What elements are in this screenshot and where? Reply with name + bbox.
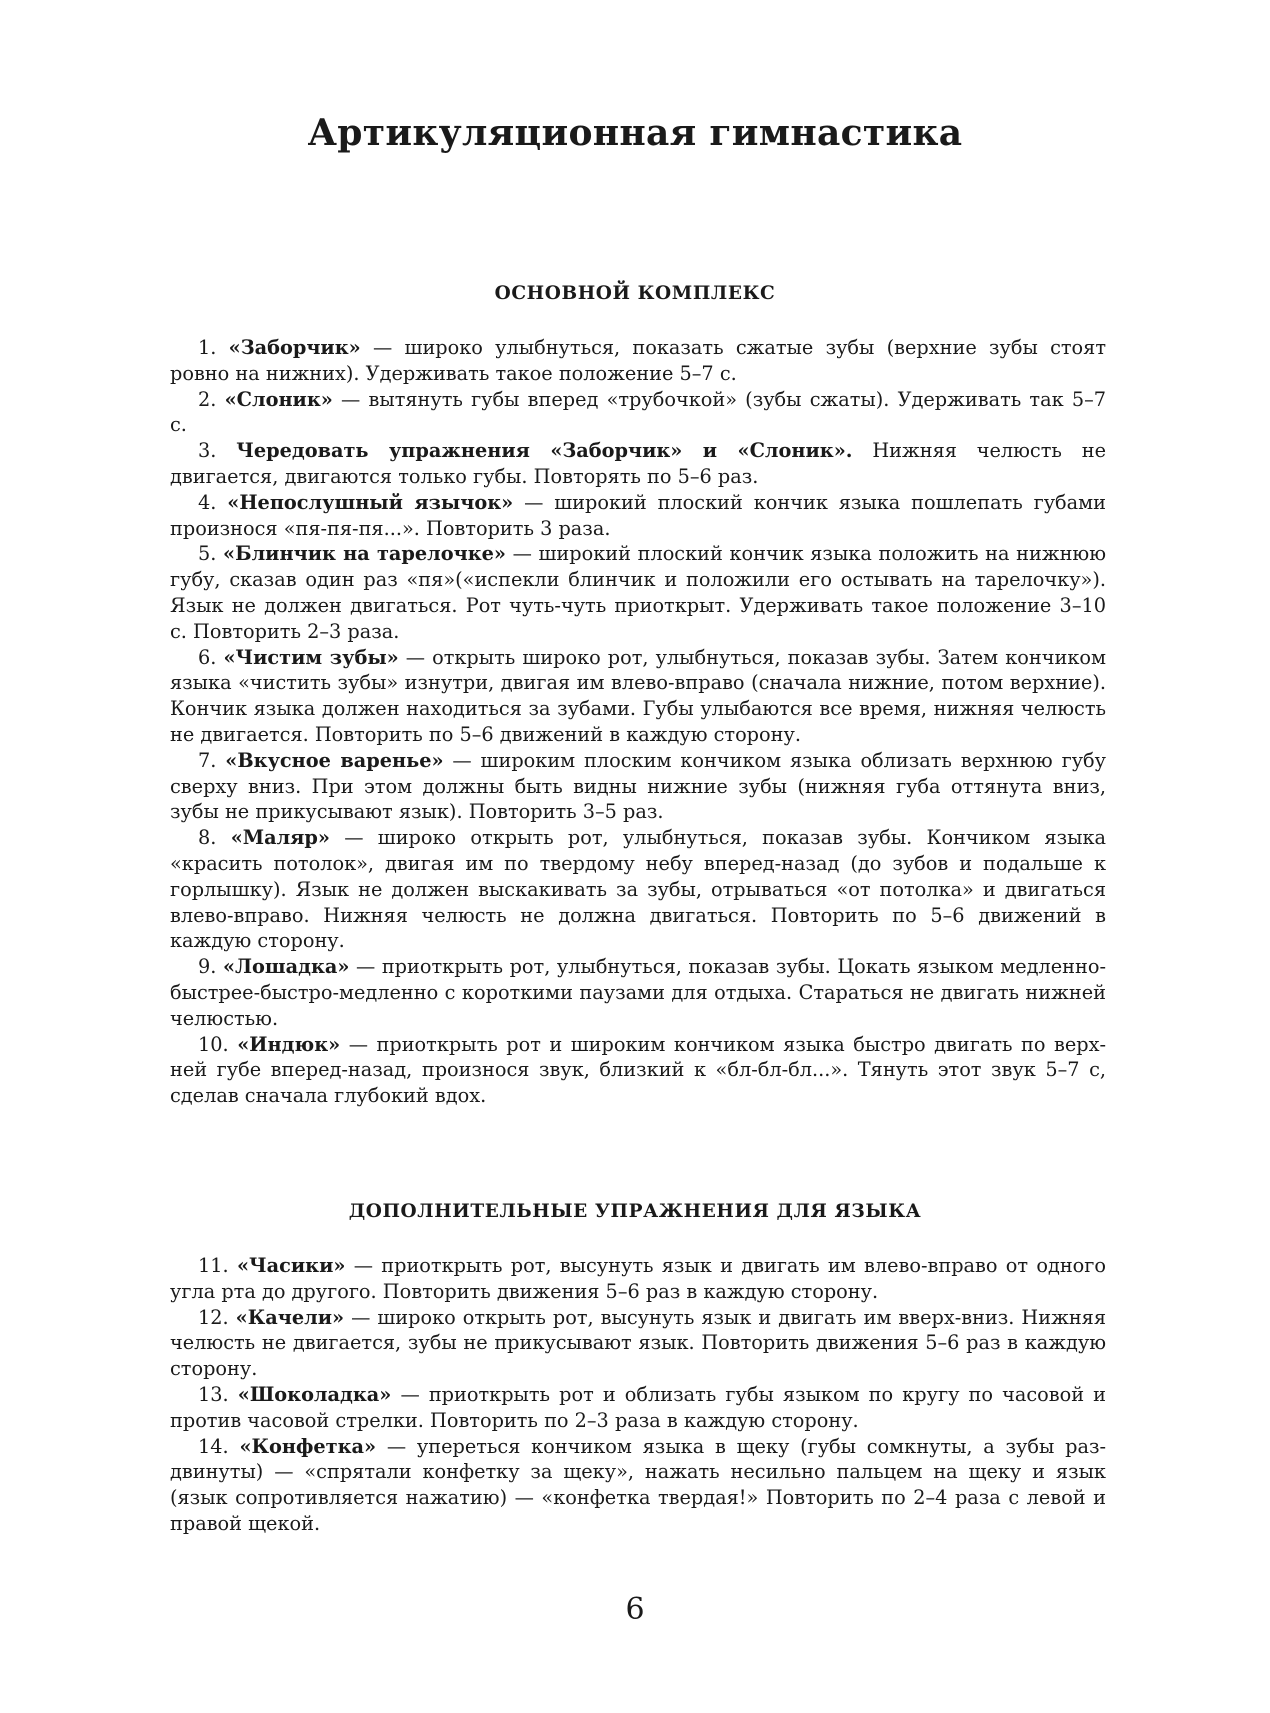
exercise-name: «Вкусное варенье» [225,748,444,772]
exercise-item [170,954,1106,1031]
exercise-item [170,1305,1106,1382]
exercise-number: 9. [198,955,217,979]
exercise-number: 10. [198,1032,229,1056]
exercise-name: «Непослушный язычок» [227,490,514,514]
exercise-item [170,645,1106,748]
exercise-number: 5. [198,542,217,566]
exercise-description: — приоткрыть рот и широким кончиком языка быстро двигать по верхней губе вперед-назад, произнося звук, близкий к «бл-бл-бл...». Тянуть этот звук 5–7 с, сделав сначала глубокий вдох. [170,1032,1106,1108]
exercise-number: 11. [198,1254,229,1277]
exercise-description: — широкий плоский кончик языка положить на нижнюю губу, сказав один раз «пя»(«испекли блинчик и положили его остывать на тарелочку»). Язык не должен двигаться. Рот чуть-чуть приоткрыт. Удерживать такое положение 3–10 с. Повторить 2–3 раза. [170,542,1107,643]
exercise-name: «Качели» [235,1305,345,1329]
exercise-item [170,1253,1106,1305]
exercise-number: 7. [198,748,217,772]
exercise-description: — широко открыть рот, высунуть язык и двигать им вверх-вниз. Нижняя челюсть не двигается, зубы не прикусывают язык. Повторить движения 5–6 раз в каждую сторону. [170,1305,1107,1381]
exercise-number: 2. [198,387,217,411]
exercise-description: — приоткрыть рот, улыбнуться, показав зубы. Цокать языком медленно-быстрее-быстро-медленно с короткими паузами для отдыха. Стараться не двигать нижней челюстью. [170,955,1106,1030]
exercise-description: — широко открыть рот, улыбнуться, показав зубы. Кончиком языка «красить потолок», двигая им по твердому небу вперед-назад (до зубов и подальше к горлышку). Язык не должен выскакивать за зубы, отрываться «от потолка» и двигаться влево-вправо. Нижняя челюсть не должна двигаться. Повторить по 5–6 движений в каждую сторону. [170,826,1106,953]
page-number: 6 [625,1592,645,1627]
exercise-number: 8. [198,826,217,850]
exercise-number: 6. [198,645,217,669]
exercise-description: — широкий плоский кончик языка пошлепать губами произнося «пя-пя-пя...». Повторить 3 раза. [170,490,1106,540]
exercise-item [170,438,1106,490]
page-title: Артикуляционная гимнастика [307,112,963,154]
exercise-item [170,490,1106,542]
exercise-description: — вытянуть губы вперед «трубочкой» (зубы сжаты). Удерживать так 5–7 с. [170,387,1106,437]
exercise-description: — широко улыбнуться, показать сжатые зубы (верхние зубы стоят ровно на нижних). Удерживать такое положение 5–7 с. [170,336,1106,385]
exercise-name: «Чистим зубы» [223,645,399,669]
exercise-item [170,541,1106,644]
exercise-description: Нижняя челюсть не двигается, двигаются только губы. Повторять по 5–6 раз. [170,439,1106,488]
exercise-item [170,825,1106,954]
exercise-item [170,387,1106,439]
exercise-description: — открыть широко рот, улыбнуться, показав зубы. Затем кончиком языка «чистить зубы» изнутри, двигая им влево-вправо (сначала нижние, потом верхние). Кончик языка должен находиться за зубами. Губы улыбаются все время, нижняя челюсть не двигается. Повторить по 5–6 движений в каждую сторону. [170,645,1106,746]
exercise-name: Чередовать упражнения «Заборчик» и «Слоник». [236,439,853,463]
exercise-name: «Лошадка» [222,955,350,979]
exercise-name: «Часики» [236,1254,346,1277]
exercise-number: 3. [198,439,217,463]
exercise-number: 14. [198,1434,229,1458]
exercise-description: — упереться кончиком языка в щеку (губы сомкнуты, а зубы раздвинуты) — «спрятали конфетку за щеку», нажать несильно пальцем на щеку и язык (язык сопротивляется нажатию) — «конфетка твердая!» Повторить по 2–4 раза с левой и правой щекой. [170,1434,1106,1535]
exercise-name: «Слоник» [224,387,333,411]
exercise-name: «Блинчик на тарелочке» [223,542,506,566]
exercise-description: — приоткрыть рот, высунуть язык и двигать им влево-вправо от одного угла рта до другого. Повторить движения 5–6 раз в каждую сторону. [170,1254,1106,1303]
section-title-additional-tongue: ДОПОЛНИТЕЛЬНЫЕ УПРАЖНЕНИЯ ДЛЯ ЯЗЫКА [348,1201,922,1222]
exercise-item [170,335,1106,387]
exercise-list-additional [170,1253,1106,1537]
exercise-name: «Заборчик» [228,336,361,359]
exercise-number: 1. [198,336,217,359]
section-title-main-complex: ОСНОВНОЙ КОМПЛЕКС [494,283,776,304]
exercise-name: «Конфетка» [239,1434,377,1458]
exercise-number: 4. [198,490,217,514]
exercise-description: — приоткрыть рот и облизать губы языком по кругу по часовой и против часовой стрелки. Повторить по 2–3 раза в каждую сторону. [170,1382,1106,1432]
exercise-item [170,1382,1106,1434]
exercise-item [170,1434,1106,1537]
exercise-description: — широким плоским кончиком языка облизать верхнюю губу сверху вниз. При этом должны быть видны нижние зубы (нижняя губа оттянута вниз, зубы не прикусывают язык). Повторить 3–5 раз. [170,748,1106,824]
exercise-number: 13. [198,1382,229,1406]
exercise-name: «Маляр» [230,826,330,850]
exercise-list-main [170,335,1106,1109]
exercise-item [170,748,1106,825]
exercise-name: «Шоколадка» [237,1382,392,1406]
exercise-number: 12. [198,1305,229,1329]
exercise-item [170,1032,1106,1109]
exercise-name: «Индюк» [237,1032,341,1056]
